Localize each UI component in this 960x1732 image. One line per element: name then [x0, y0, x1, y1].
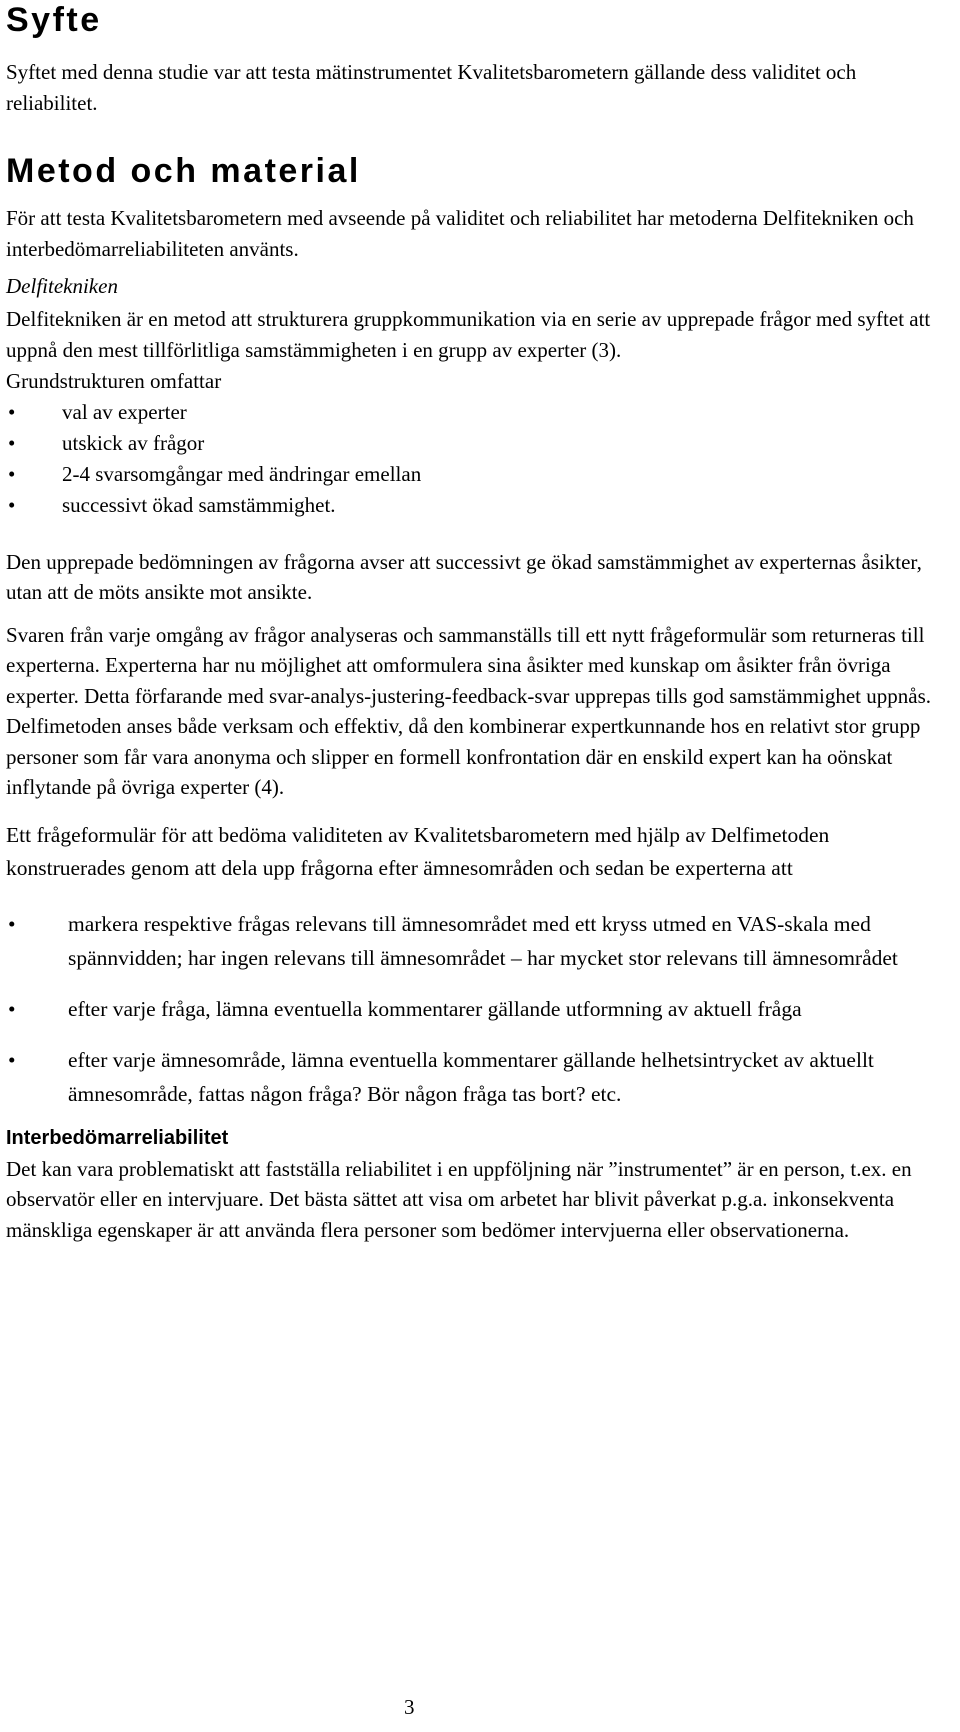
paragraph-metod: För att testa Kvalitetsbarometern med avseende på validitet och reliabilitet har metoderna Delfitekniken och interbedömarreliabiliteten använts. [6, 206, 914, 261]
bullet-icon: • [8, 399, 16, 424]
list-item-text: 2-4 svarsomgångar med ändringar emellan [62, 461, 422, 486]
paragraph-delfi-intro: Delfitekniken är en metod att strukturera gruppkommunikation via en serie av upprepade frågor med syftet att uppnå den mest tillförlitliga samstämmigheten i en grupp av experter (3). [6, 307, 931, 362]
list-item [6, 992, 950, 1026]
heading-metod-och-material: Metod och material [6, 152, 361, 190]
paragraph-formular: Ett frågeformulär för att bedöma validiteten av Kvalitetsbarometern med hjälp av Delfimetoden konstruerades genom att dela upp frågorna efter ämnesområden och sedan be experterna att [6, 822, 830, 880]
list-item [6, 907, 950, 975]
paragraph-syfte: Syftet med denna studie var att testa mätinstrumentet Kvalitetsbarometern gällande dess validitet och reliabilitet. [6, 60, 857, 115]
grundstruktur-list [6, 397, 950, 521]
subheading-delfitekniken: Delfitekniken [6, 274, 118, 298]
bullet-icon: • [8, 911, 16, 936]
list-item-text: efter varje fråga, lämna eventuella kommentarer gällande utformning av aktuell fråga [68, 996, 802, 1021]
list-item [6, 459, 950, 490]
bullet-icon: • [8, 996, 16, 1021]
list-item-text: efter varje ämnesområde, lämna eventuella kommentarer gällande helhetsintrycket av aktuellt ämnesområde, fattas någon fråga? Bör någon fråga tas bort? etc. [68, 1047, 874, 1106]
paragraph-upprepade: Den upprepade bedömningen av frågorna avser att successivt ge ökad samstämmighet av experternas åsikter, utan att de möts ansikte mot ansikte. [6, 549, 922, 604]
paragraph-inter: Det kan vara problematiskt att fastställa reliabilitet i en uppföljning när ”instrumentet” är en person, t.ex. en observatör eller en intervjuare. Det bästa sättet att visa om arbetet har blivit påverkat p.g.a. inkonsekventa mänskliga egenskaper är att använda flera personer som bedömer intervjuerna eller observationerna. [6, 1156, 912, 1242]
list-item-text: markera respektive frågas relevans till ämnesområdet med ett kryss utmed en VAS-skala med spännvidden; har ingen relevans till ämnesområdet – har mycket stor relevans till ämnesområdet [68, 911, 898, 970]
list-item [6, 490, 950, 521]
heading-syfte: Syfte [6, 1, 102, 39]
list-item [6, 1043, 950, 1111]
document-page [6, 0, 950, 1245]
list-item-text: val av experter [62, 399, 187, 424]
formular-list [6, 907, 950, 1111]
grundstruktur-label: Grundstrukturen omfattar [6, 369, 222, 393]
bullet-icon: • [8, 461, 16, 486]
page-number: 3 [404, 1695, 415, 1719]
bullet-icon: • [8, 1047, 16, 1072]
heading-interbedomarreliabilitet: Interbedömarreliabilitet [6, 1126, 229, 1149]
list-item-text: successivt ökad samstämmighet. [62, 492, 336, 517]
list-item [6, 397, 950, 428]
list-item-text: utskick av frågor [62, 430, 205, 455]
paragraph-svaren: Svaren från varje omgång av frågor analyseras och sammanställs till ett nytt frågeformulär som returneras till experterna. Experterna har nu möjlighet att omformulera sina åsikter med kunskap om åsikter från övriga experter. Detta förfarande med svar-analys-justering-feedback-svar upprepas tills god samstämmighet uppnås. Delfimetoden anses både verksam och effektiv, då den kombinerar expertkunnande hos en relativt stor grupp personer som får vara anonyma och slipper en formell konfrontation där en enskild expert kan ha oönskat inflytande på övriga experter (4). [6, 622, 932, 799]
bullet-icon: • [8, 430, 16, 455]
list-item [6, 428, 950, 459]
bullet-icon: • [8, 492, 16, 517]
